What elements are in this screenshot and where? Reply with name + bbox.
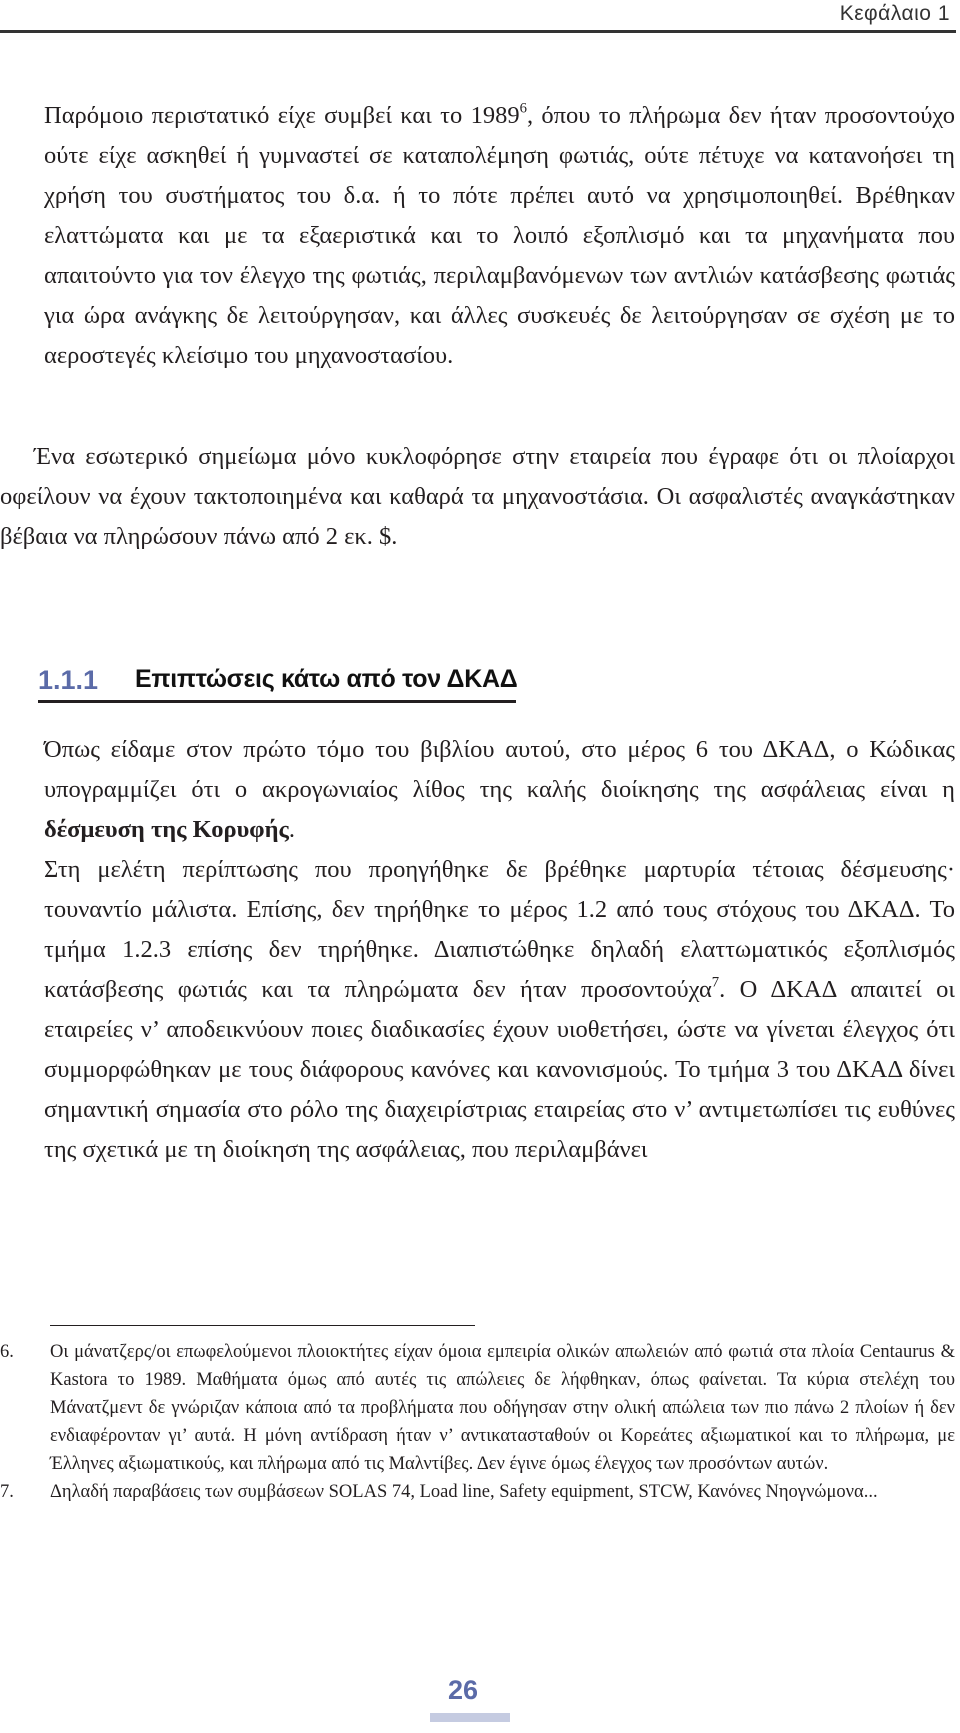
paragraph-4-text-a: Στη μελέτη περίπτωσης που προηγήθηκε δε βρέθηκε μαρτυρία τέτοιας δέσμευσης· τουναντίο μάλιστα. Επίσης, δεν τηρήθηκε το μέρος 1.2 από τους στόχους του ΔΚΑΔ. Το τμήμα 1.2.3 επίσης δεν τηρήθηκε. Διαπιστώθηκε δηλαδή ελαττωματικός εξοπλισμός κατάσβεσης φωτιάς και τα πληρώματα δεν ήταν προσοντούχα (44, 856, 955, 1003)
paragraph-4-text-b: . Ο ΔΚΑΔ απαιτεί οι εταιρείες ν’ αποδεικνύουν ποιες διαδικασίες έχουν υιοθετήσει, ώστε να γίνεται έλεγχος ότι συμμορφώθηκαν με τους διάφορους κανόνες και κανονισμούς. Το τμήμα 3 του ΔΚΑΔ δίνει σημαντική σημασία στο ρόλο της διαχειρίστριας εταιρείας στο ν’ αντιμετωπίσει τις ευθύνες της σχετικά με τη διοίκηση της ασφάλειας, που περιλαμβάνει (44, 976, 955, 1163)
footnote-7 (0, 1478, 955, 1506)
footnote-number: 6. (0, 1342, 14, 1362)
section-underline (38, 700, 516, 703)
paragraph-3-text-a: Όπως είδαμε στον πρώτο τόμο του βιβλίου αυτού, στο μέρος 6 του ΔΚΑΔ, ο Κώδικας υπογραμμίζει ότι ο ακρογωνιαίος λίθος της καλής διοίκησης της ασφάλειας είναι η (44, 736, 955, 803)
page-number-bar (430, 1713, 510, 1722)
section-heading (38, 665, 958, 705)
section-number: 1.1.1 (38, 665, 99, 695)
footnotes (0, 1338, 955, 1506)
paragraph-3 (0, 730, 955, 850)
paragraph-3-text-b: . (288, 816, 295, 843)
paragraph-3-bold: δέσμευση της Κορυφής (44, 816, 289, 843)
chapter-label: Κεφάλαιο 1 (839, 2, 950, 25)
paragraph-1 (0, 96, 955, 376)
footnote-rule (50, 1325, 475, 1326)
paragraph-2-text: Ένα εσωτερικό σημείωμα μόνο κυκλοφόρησε στην εταιρεία που έγραφε ότι οι πλοίαρχοι οφείλουν να έχουν τακτοποιημένα και καθαρά τα μηχανοστάσια. Οι ασφαλιστές αναγκάστηκαν βέβαια να πληρώσουν πάνω από 2 εκ. $. (0, 443, 955, 550)
section-title: Επιπτώσεις κάτω από τον ΔΚΑΔ (135, 665, 518, 693)
footnote-6 (0, 1338, 955, 1478)
footnote-text: Δηλαδή παραβάσεις των συμβάσεων SOLAS 74, Load line, Safety equipment, STCW, Κανόνες Νηογνώμονα... (50, 1482, 878, 1502)
paragraph-1-text-a: Παρόμοιο περιστατικό είχε συμβεί και το 1989 (44, 102, 520, 129)
header-rule (0, 30, 956, 33)
footnote-number: 7. (0, 1482, 14, 1502)
paragraph-1-text-b: , όπου το πλήρωμα δεν ήταν προσοντούχο ούτε είχε ασκηθεί ή γυμναστεί σε καταπολέμηση φωτιάς, ούτε πέτυχε να κατανοήσει τη χρήση του συστήματος του δ.α. ή το πότε πρέπει αυτό να χρησιμοποιηθεί. Βρέθηκαν ελαττώματα και με τα εξαεριστικά και το λοιπό εξοπλισμό και τα μηχανήματα που απαιτούντο για τον έλεγχο της φωτιάς, περιλαμβανόμενων των αντλιών κατάσβεσης φωτιάς για ώρα ανάγκης δε λειτούργησαν, και άλλες συσκευές δε λειτούργησαν σε σχέση με το αεροστεγές κλείσιμο του μηχανοστασίου. (44, 102, 955, 369)
paragraph-4 (0, 850, 955, 1170)
page-number: 26 (448, 1675, 479, 1705)
footnote-text: Οι μάνατζερς/οι επωφελούμενοι πλοιοκτήτες είχαν όμοια εμπειρία ολικών απωλειών από φωτιά στα πλοία Centaurus & Kastora το 1989. Μαθήματα όμως από αυτές τις απώλειες δε λήφθηκαν, όπως φαίνεται. Τα κύρια στελέχη του Μάνατζμεντ δε γνώριζαν κάποια από τα προβλήματα που οδήγησαν στην ολική απώλεια των πιο πάνω 2 πλοίων ή δεν ενδιαφέρονταν γι’ αυτά. Η μόνη αντίδραση ήταν ν’ αντικατασταθούν οι Κορεάτες αξιωματικοί και το πλήρωμα, με Έλληνες αξιωματικούς, και πλήρωμα από τις Μαλντίβες. Δεν έγινε όμως έλεγχος των προσόντων αυτών. (50, 1342, 955, 1474)
page-header (0, 0, 960, 34)
footnote-ref-6[interactable]: 6 (519, 100, 527, 117)
footnote-ref-7[interactable]: 7 (711, 974, 720, 991)
paragraph-2 (0, 437, 955, 557)
